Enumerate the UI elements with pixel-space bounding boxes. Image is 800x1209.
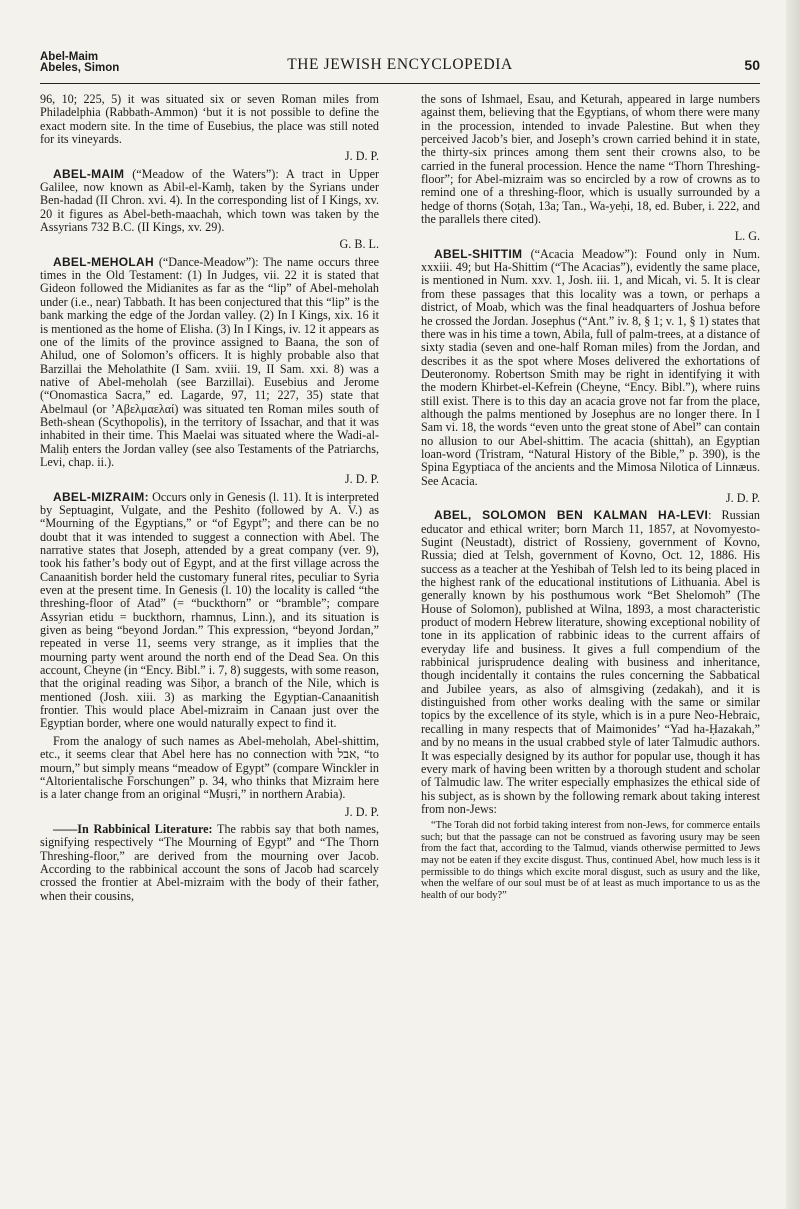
author-signature: J. D. P.: [725, 490, 760, 505]
article-subsection: [40, 823, 379, 903]
entry-body-text: : Russian educator and ethical writer; born March 11, 1857, at Novomyesto-Sugint (Neustadt), district of Rossieny, government of Kovno, Russia; died at Telsh, government of Kovno, Oct. 12, 1886. His success as a teacher at the Yeshibah of Telsh led to its being placed in the highest rank of the educational institutions of Lithuania. Abel is generally known by his posthumous work “Bet Shelomoh” (The House of Solomon), published at Wilna, 1893, a most characteristic product of modern Hebrew literature, showing exceptional nobility of tone in its application of rabbinic ideas to the current affairs of everyday life and business. It gives a full compendium of the rabbinical jurisprudence dealing with business and inheritance, though incidentally it contains the rules concerning the Sabbatical and Jubilee years, as also of almsgiving (zedakah), and it is distinguished from other works dealing with the same or similar topics by the excellence of its style, which is in a pure Neo-Hebraic, recalling in many respects that of Maimonides’ “Yad ha-Ḥazakah,” and by no means in the usual crabbed style of later Talmudic authors. It was especially designed by its author for popular use, though it has every mark of having been written by a thorough student and scholar of Talmudic law. The writer especially emphasizes the ethical side of his subject, as is shown by the following remark about taking interest from non-Jews:: [421, 508, 761, 816]
body-paragraph: From the analogy of such names as Abel-meholah, Abel-shittim, etc., it seems clear that Abel here has no connection with אבל, “to mourn,” but simply means “meadow of Egypt” (compare Winckler in “Altorientalische Forschungen” p. 34, who thinks that Mizraim here is a later change from an original “Muṣri,” in northern Arabia).: [40, 733, 379, 802]
page-number: 50: [744, 57, 760, 73]
author-signature: J. D. P.: [344, 472, 379, 487]
right-column: [421, 93, 760, 905]
author-signature: J. D. P.: [344, 804, 379, 819]
header-rule: [40, 83, 760, 84]
guide-word-last: Abeles, Simon: [40, 62, 120, 74]
guide-word-first: Abel-Maim: [40, 51, 99, 63]
continued-paragraph: the sons of Ishmael, Esau, and Keturah, appeared in large numbers against them, believing that the Egyptians, of whom there were many in the procession, intended to invade Palestine. But when they perceived Jacob’s bier, and Joseph’s crown carried behind it in state, the thirty-six princes among them sent their crowns also, to be carried in the funeral procession. Hence the name “Thorn Threshing-floor”; for Abel-mizraim was so encircled by a row of crowns as to remind one of a threshing-floor, which is usually surrounded by a hedge of thorns (Soṭah, 13a; Tan., Wa-yeḥi, 18, ed. Buber, i. 222, and the parallels there cited).: [421, 92, 760, 227]
left-column: [40, 93, 379, 907]
entry-headword: ABEL-SHITTIM: [434, 246, 523, 261]
article-entry: [40, 256, 379, 470]
article-entry: [421, 509, 760, 816]
entry-headword: ABEL, SOLOMON BEN KALMAN HA-LEVI: [434, 508, 709, 523]
entry-body-text: The rabbis say that both names, signifying respectively “The Mourning of Egypt” and “The Thorn Threshing-floor,” are derived from the mourning over Jacob. According to the rabbinical account the sons of Jacob had scarcely crossed the frontier at Abel-mizraim with the body of their father, when their cousins,: [40, 821, 380, 903]
page-header: [40, 52, 760, 78]
page-edge-shadow: [786, 0, 800, 1209]
entry-body-text: Occurs only in Genesis (l. 11). It is interpreted by Septuagint, Vulgate, and the Peshito (followed by A. V.) as “Mourning of the Egyptians,” or “of Egypt”; and there can be no doubt that it was intended to suggest a connection with Abel. The narrative states that Joseph, attended by a great company (ver. 9), took his father’s body out of Egypt, and at the first village across the Canaanitish border held the customary funeral rites, peculiar to Syria even at the present time. In Genesis (l. 10) the locality is called “the threshing-floor of Atad” (= “buckthorn” or “bramble”; compare Assyrian etidu = buckthorn, rhamnus, Linn.), and its situation is given as being “beyond Jordan.” This expression, “beyond Jordan,” repeated in verse 11, seems very strange, as it implies that the mourning party went around the north end of the Dead Sea. On this account, Cheyne (in “Ency. Bibl.” i. 7, 8) suggests, with some reason, that the original reading was Siḥor, a branch of the Nile, which is mentioned (Josh. xiii. 3) as marking the Egyptian-Canaanitish frontier. This would place Abel-mizraim in Canaan just over the Egyptian border, where one would naturally expect to find it.: [40, 489, 379, 731]
block-quote: “The Torah did not forbid taking interest from non-Jews, for commerce entails such; but that the passage can not be construed as favoring usury may be seen from the fact that, according to the Talmud, viands otherwise permitted to Jews may not be eaten if they excite disgust. Thus, continued Abel, how much less is it permissible to do things which excite moral disgust, such as usury and the like, when the welfare of our soul must be of at least as much importance to us as the health of our body?”: [421, 820, 760, 901]
subsection-heading: ——In Rabbinical Literature:: [53, 821, 213, 836]
running-title: THE JEWISH ENCYCLOPEDIA: [287, 56, 513, 73]
article-entry: [40, 491, 379, 731]
entry-headword: ABEL-MEHOLAH: [53, 254, 154, 269]
author-signature: J. D. P.: [344, 149, 379, 164]
entry-headword: ABEL-MIZRAIM:: [53, 489, 149, 504]
entry-body-text: (“Dance-Meadow”): The name occurs three times in the Old Testament: (1) In Judges, vii. 22 it is stated that Gideon followed the Midianites as far as the “lip” of Abel-meholah under (i.e., near) Tabbath. It has been conjectured that this “lip” is the bank marking the edge of the Jordan valley. (2) In I Kings, xix. 16 it is mentioned as the home of Elisha. (3) In I Kings, iv. 12 it appears as one of the limits of the province assigned to Baana, the son of Ahilud, one of Solomon’s officers. It is highly probable also that Barzillai the Meholathite (I Sam. xviii. 19, II Sam. xxi. 8) was a native of Abel-meholah (see Barzillai). Eusebius and Jerome (“Onomastica Sacra,” ed. Lagarde, 97, 11; 227, 35) state that Abelmaul (or ’Αβελμαελαί) was situated ten Roman miles south of Beth-shean (Scythopolis), in the territory of Issachar, and that it was inhabited in their time. This Maelai was situated where the Wadi-al-Maliḥ enters the Jordan valley (see also Testaments of the Patriarchs, Levi, chap. ii.).: [40, 254, 379, 469]
article-entry: [421, 248, 760, 488]
entry-body-text: (“Acacia Meadow”): Found only in Num. xxxiii. 49; but Ha-Shittim (“The Acacias”), evidently the same place, is mentioned in Num. xxv. 1, Josh. iii. 1, and Micah, vi. 5. It is clear from these passages that this locality was a town, or perhaps a district, of Moab, which was the final headquarters of Joshua before he crossed the Jordan. Josephus (“Ant.” iv. 8, § 1; v. 1, § 1) states that there was in his time a town, Abila, full of palm-trees, at a distance of sixty stadia (seven and one-half Roman miles) from the Jordan, and describes it as the spot where Moses delivered the exhortations of Deuteronomy. Robertson Smith may be right in identifying it with the modern Khirbet-el-Kefrein (Cheyne, “Ency. Bibl.”), where ruins still exist. There is to this day an acacia grove not far from the place, although the palms mentioned by Josephus are no longer there. In I Sam vi. 18, the words “even unto the great stone of Abel” can contain no allusion to our Abel-shittim. The acacia (shittah), an Egyptian loan-word (Tristram, “Natural History of the Bible,” p. 390), is the Spina Egyptiaca of the ancients and the Mimosa Nilotica of Linnæus. See Acacia.: [421, 246, 760, 488]
entry-headword: ABEL-MAIM: [53, 166, 125, 181]
author-signature: G. B. L.: [339, 237, 379, 252]
entry-body-text: (“Meadow of the Waters”): A tract in Upper Galilee, now known as Abil-el-Kamḥ, taken by the Syrians under Ben-hadad (II Chron. xvi. 4). In the corresponding list of I Kings, xv. 20 it figures as Abel-beth-maachah, which town was taken by the Assyrians 732 B.C. (II Kings, xv. 29).: [40, 166, 379, 235]
article-entry: [40, 168, 379, 235]
continued-paragraph: 96, 10; 225, 5) it was situated six or seven Roman miles from Philadelphia (Rabbath-Ammon) ‘but it is not possible to define the exact modern site. In the time of Eusebius, the place was still noted for its vineyards.: [40, 92, 379, 147]
author-signature: L. G.: [734, 229, 760, 244]
